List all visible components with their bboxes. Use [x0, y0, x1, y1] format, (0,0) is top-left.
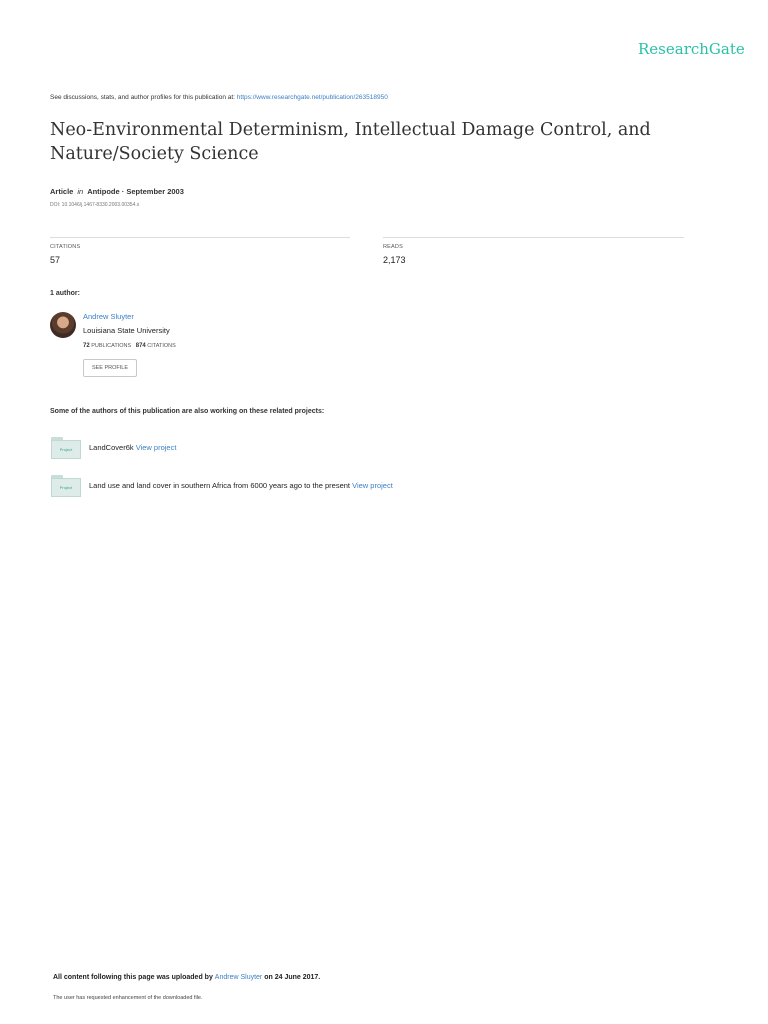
enhancement-note: The user has requested enhancement of the downloaded file.: [53, 995, 203, 1001]
project-icon-label: Project: [51, 440, 81, 459]
reads-divider: [383, 237, 684, 238]
author-institution: Louisiana State University: [83, 326, 170, 335]
project-title: LandCover6k: [89, 443, 134, 452]
view-project-link[interactable]: View project: [352, 481, 393, 490]
upload-suffix: on 24 June 2017.: [262, 974, 321, 981]
discussion-line: [50, 94, 388, 101]
project-title: Land use and land cover in southern Africa from 6000 years ago to the present: [89, 481, 350, 490]
project-folder-icon: [51, 475, 81, 497]
publication-meta: [50, 187, 184, 196]
doi: DOI: 10.1046/j.1467-8330.2003.00354.x: [50, 202, 140, 208]
upload-prefix: All content following this page was uploaded by: [53, 974, 215, 981]
discussion-prefix: See discussions, stats, and author profiles for this publication at:: [50, 94, 237, 101]
citations-divider: [50, 237, 350, 238]
in-label: in: [77, 187, 84, 196]
researchgate-logo[interactable]: ResearchGate: [638, 40, 745, 58]
author-publications-count: 72: [83, 343, 90, 349]
article-type: Article: [50, 187, 74, 196]
publication-title: Neo-Environmental Determinism, Intellectual Damage Control, and Nature/Society Science: [50, 120, 651, 164]
author-name-link[interactable]: Andrew Sluyter: [83, 312, 134, 321]
authors-heading: 1 author:: [50, 290, 80, 297]
view-project-link[interactable]: View project: [135, 443, 177, 452]
journal-date: Antipode · September 2003: [87, 187, 184, 196]
uploader-link[interactable]: Andrew Sluyter: [214, 974, 263, 981]
avatar[interactable]: [50, 312, 76, 338]
project-icon-label: Project: [51, 478, 81, 497]
author-publications-label: PUBLICATIONS: [91, 343, 132, 349]
project-folder-icon: [51, 437, 81, 459]
project-item: [89, 481, 393, 490]
related-projects-heading: Some of the authors of this publication are also working on these related projects:: [50, 408, 325, 415]
citations-label: CITATIONS: [50, 244, 81, 250]
upload-note: [53, 974, 320, 981]
project-item: [89, 443, 176, 452]
reads-label: READS: [383, 244, 403, 250]
author-citations-count: 874: [135, 343, 146, 349]
see-profile-button[interactable]: SEE PROFILE: [83, 359, 137, 377]
publication-url-link[interactable]: https://www.researchgate.net/publication/263518950: [236, 94, 388, 101]
citations-value: 57: [50, 255, 61, 265]
reads-value: 2,173: [383, 255, 406, 265]
author-citations-label: CITATIONS: [147, 343, 176, 349]
author-stats: [83, 343, 176, 349]
